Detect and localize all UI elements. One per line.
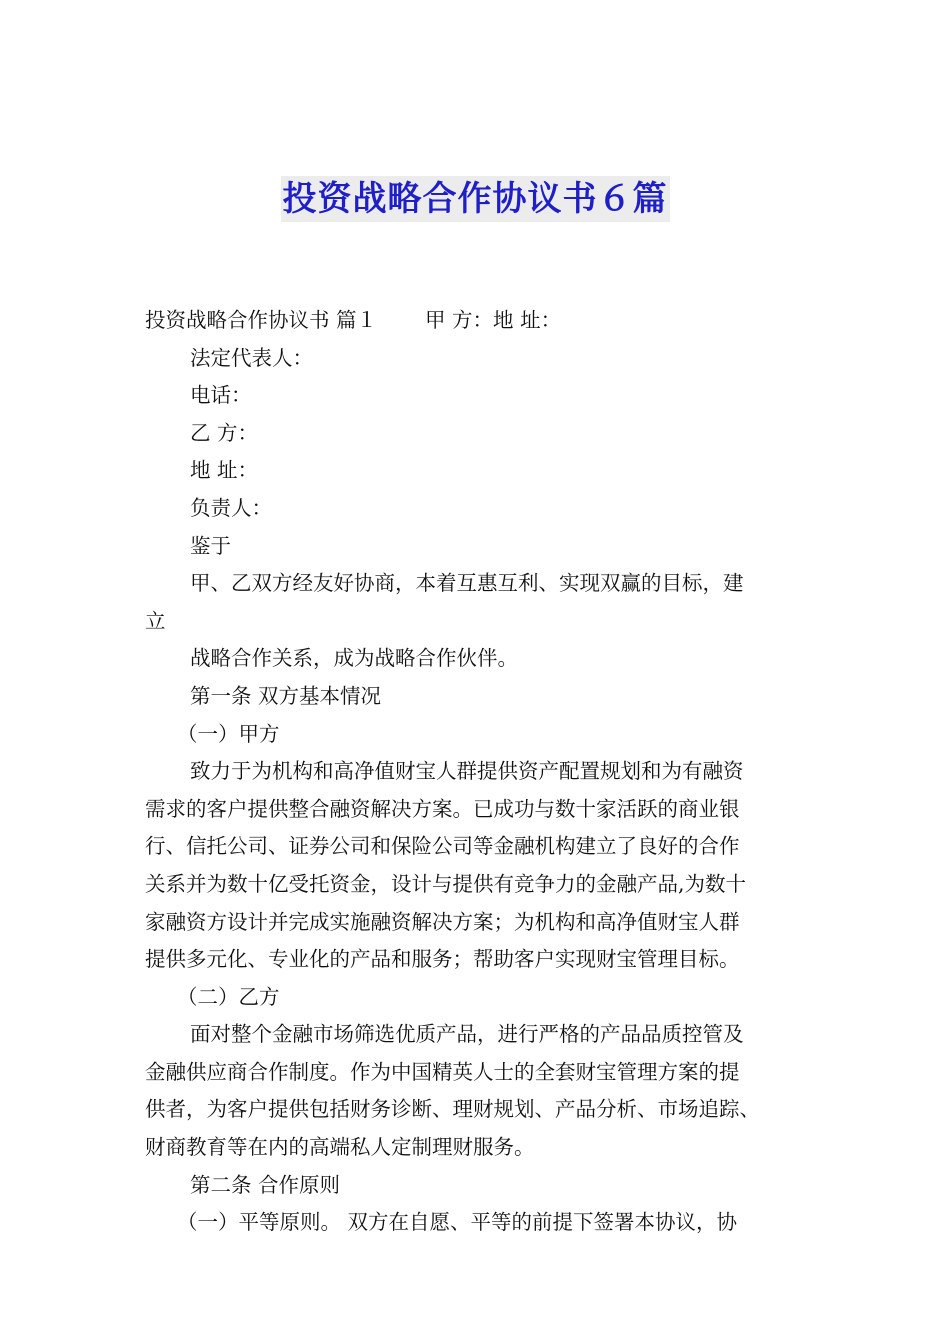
paragraph-line: 面对整个金融市场筛选优质产品，进行严格的产品品质控管及 (190, 1022, 744, 1047)
section-heading-1: 投资战略合作协议书 篇１ (145, 308, 378, 332)
document-title: 投资战略合作协议书６篇 (281, 176, 670, 222)
document-body (145, 302, 810, 1242)
address-label: 地 址： (190, 458, 259, 483)
first-line (145, 302, 810, 340)
legal-representative-label: 法定代表人： (190, 345, 313, 370)
person-in-charge-label: 负责人： (190, 495, 272, 520)
paragraph-line: 家融资方设计并完成实施融资解决方案；为机构和高净值财宝人群 (145, 909, 740, 934)
paragraph-line: 提供多元化、专业化的产品和服务；帮助客户实现财宝管理目标。 (145, 947, 740, 972)
article-heading-2: 第二条 合作原则 (190, 1172, 341, 1197)
subsection-heading-party-a: （一）甲方 (177, 721, 280, 746)
party-b-label: 乙 方： (190, 420, 259, 445)
paragraph-line: 供者，为客户提供包括财务诊断、理财规划、产品分析、市场追踪、 (145, 1097, 760, 1122)
party-a-address-label: 甲 方：地 址： (425, 308, 562, 332)
phone-label: 电话： (190, 383, 252, 408)
paragraph-line: （一）平等原则。 双方在自愿、平等的前提下签署本协议，协 (177, 1210, 738, 1235)
paragraph-line: 战略合作关系，成为战略合作伙伴。 (190, 646, 518, 671)
article-heading-1: 第一条 双方基本情况 (190, 683, 382, 708)
paragraph-line: 关系并为数十亿受托资金，设计与提供有竞争力的金融产品,为数十 (145, 871, 747, 896)
paragraph-line: 致力于为机构和高净值财宝人群提供资产配置规划和为有融资 (190, 759, 744, 784)
paragraph-line: 立 (145, 608, 166, 633)
paragraph-line: 需求的客户提供整合融资解决方案。已成功与数十家活跃的商业银 (145, 796, 740, 821)
subsection-heading-party-b: （二）乙方 (177, 984, 280, 1009)
paragraph-line: 行、信托公司、证券公司和保险公司等金融机构建立了良好的合作 (145, 834, 740, 859)
paragraph-line: 甲、乙双方经友好协商，本着互惠互利、实现双赢的目标，建 (190, 571, 744, 596)
paragraph-line: 财商教育等在内的高端私人定制理财服务。 (145, 1135, 535, 1160)
paragraph-line: 金融供应商合作制度。作为中国精英人士的全套财宝管理方案的提 (145, 1059, 740, 1084)
title-area (0, 176, 950, 222)
whereas-text: 鉴于 (190, 533, 231, 558)
